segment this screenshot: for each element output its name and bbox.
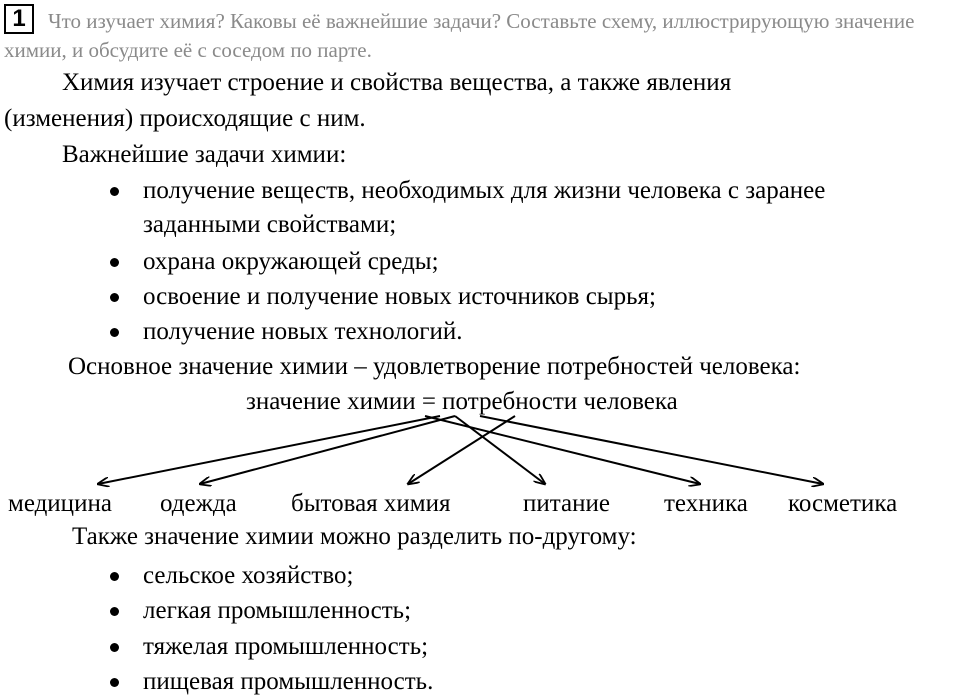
scheme-item-food: питание	[523, 490, 610, 517]
scheme-item-clothing: одежда	[160, 490, 237, 517]
industry-text-1: сельское хозяйство;	[143, 562, 354, 589]
task-number: 1	[12, 5, 26, 32]
task-question: Что изучает химия? Каковы её важнейшие задачи? Составьте схему, иллюстрирующую значение химии, и обсудите её с соседом по парте.	[4, 9, 915, 62]
arrow-to-technology	[425, 416, 700, 484]
scheme-item-household-chemistry: бытовая химия	[291, 490, 451, 517]
arrow-to-clothing	[200, 416, 455, 484]
scheme-item-cosmetics: косметика	[788, 490, 898, 517]
bullet-dot	[110, 607, 119, 616]
scheme-formula: значение химии = потребности человека	[246, 388, 678, 415]
task-text-1-continuation: заданными свойствами;	[143, 211, 397, 238]
other-heading: Также значение химии можно разделить по-другому:	[72, 523, 637, 550]
industry-text-4: пищевая промышленность.	[143, 668, 434, 695]
task-text-1: получение веществ, необходимых для жизни человека с заранее	[143, 177, 826, 204]
intro-line-1: Химия изучает строение и свойства вещества, а также явления	[62, 69, 732, 96]
tasks-heading: Важнейшие задачи химии:	[62, 141, 347, 168]
scheme-item-medicine: медицина	[8, 490, 112, 517]
task-text-2: охрана окружающей среды;	[143, 248, 439, 275]
bullet-dot	[110, 572, 119, 581]
intro-line-2: (изменения) происходящие с ним.	[4, 105, 366, 132]
industry-text-2: легкая промышленность;	[143, 597, 412, 624]
bullet-dot	[110, 643, 119, 652]
bullet-dot	[110, 678, 119, 687]
meaning-line: Основное значение химии – удовлетворение потребностей человека:	[68, 353, 801, 380]
arrow-to-medicine	[98, 416, 440, 484]
scheme-item-technology: техника	[664, 490, 748, 517]
industry-text-3: тяжелая промышленность;	[143, 633, 429, 660]
task-text-4: получение новых технологий.	[143, 318, 463, 345]
task-text-3: освоение и получение новых источников сырья;	[143, 283, 656, 310]
